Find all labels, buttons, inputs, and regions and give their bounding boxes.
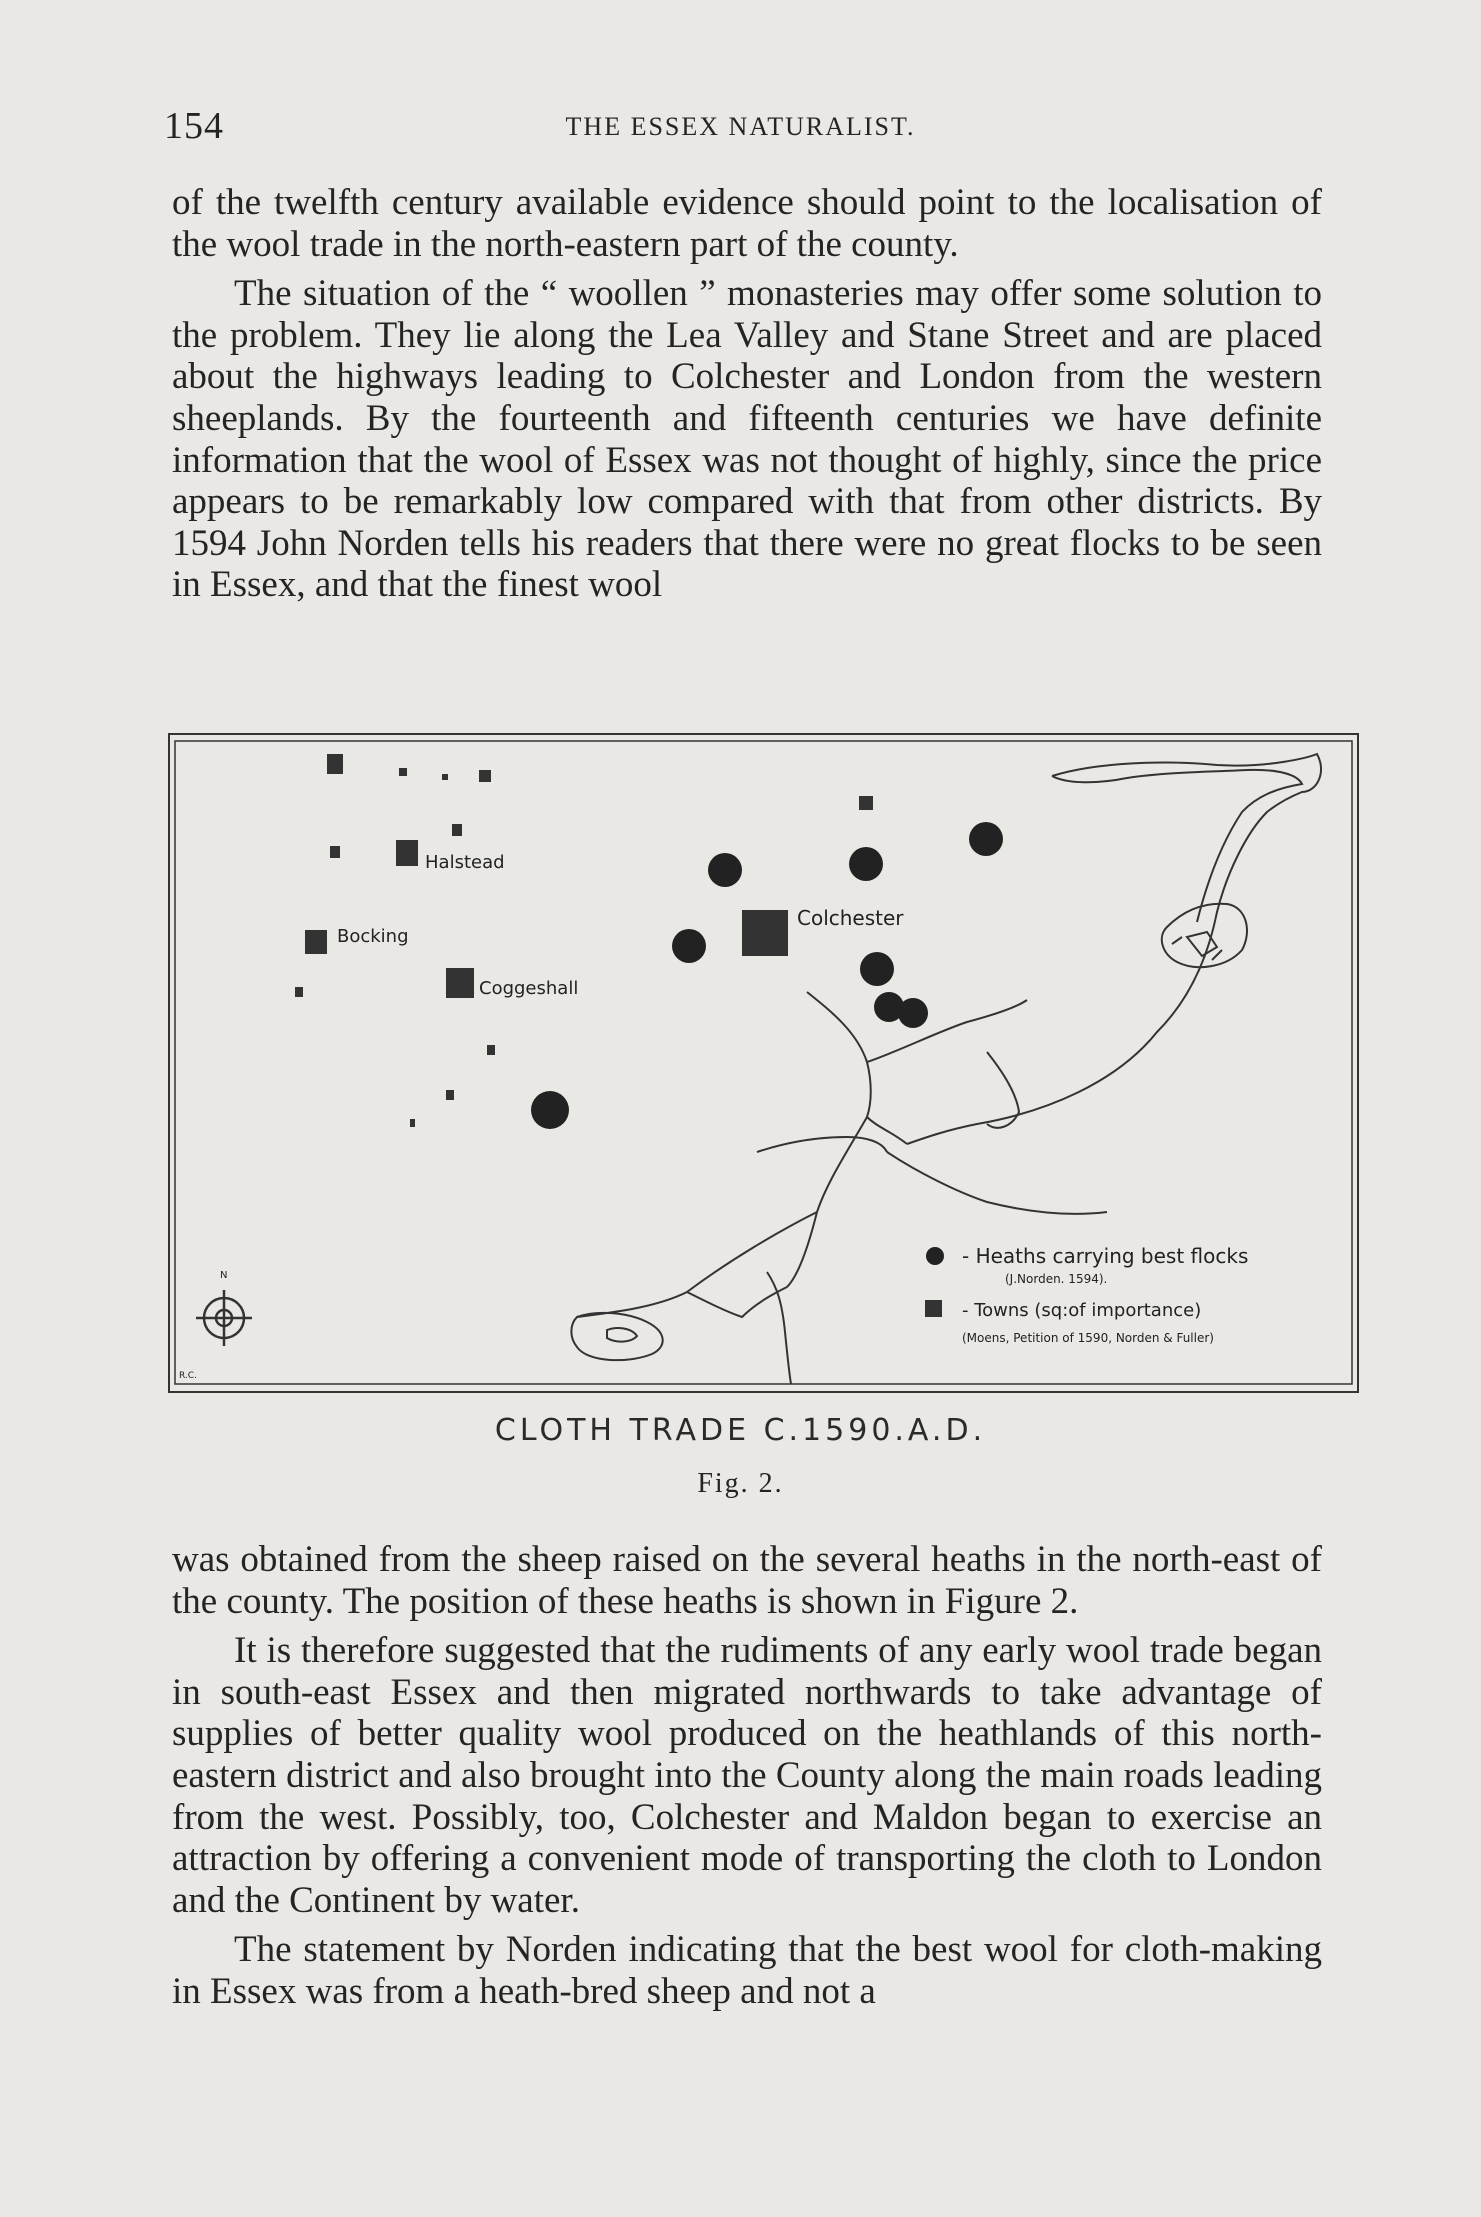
legend-towns-label: - Towns (sq:of importance)	[962, 1300, 1202, 1321]
map-legend	[925, 1244, 1248, 1345]
paragraph: of the twelfth century available evidence should point to the localisation of the wool trade in the north-eastern part of the county.	[172, 182, 1322, 265]
figure-title: CLOTH TRADE C.1590.A.D.	[494, 1413, 987, 1448]
heath-dot	[849, 847, 883, 881]
label-bocking: Bocking	[337, 926, 409, 947]
label-coggeshall: Coggeshall	[479, 978, 579, 999]
artist-initials: R.C.	[179, 1371, 197, 1381]
paragraph: It is therefore suggested that the rudiments of any early wool trade began in south-east Essex and then migrated northwards to take advantage of supplies of better quality wool produced on the heathlands of this north-eastern district and also brought into the County along the main roads leading from the west. Possibly, too, Colchester and Maldon began to exercise an attraction by offering a convenient mode of transporting the cloth to London and the Continent by water.	[172, 1630, 1322, 1921]
cloth-trade-map	[167, 732, 1360, 1394]
town-square	[487, 1045, 495, 1055]
legend-heaths-source: (J.Norden. 1594).	[1005, 1272, 1108, 1286]
compass-north-label: N	[220, 1270, 228, 1281]
coastline	[571, 754, 1321, 1384]
town-square	[399, 768, 407, 776]
town-square-halstead	[396, 840, 418, 866]
town-square	[452, 824, 462, 836]
heath-dot	[969, 822, 1003, 856]
map-outer-frame	[169, 734, 1358, 1392]
heath-markers	[531, 822, 1003, 1129]
town-square	[446, 1090, 454, 1100]
town-square	[479, 770, 491, 782]
town-square-colchester	[742, 910, 788, 956]
legend-heath-dot	[926, 1247, 944, 1265]
legend-town-square	[925, 1300, 942, 1317]
heath-dot	[672, 929, 706, 963]
town-square	[330, 846, 340, 858]
town-square-coggeshall	[446, 968, 474, 998]
town-square	[327, 754, 343, 774]
heath-dot	[860, 952, 894, 986]
heath-dot	[531, 1091, 569, 1129]
figure-label: Fig. 2.	[697, 1468, 784, 1499]
paragraph: was obtained from the sheep raised on the several heaths in the north-east of the county. The position of these heaths is shown in Figure 2.	[172, 1539, 1322, 1622]
body-text-top	[172, 182, 1322, 606]
label-halstead: Halstead	[425, 852, 505, 873]
legend-towns-source: (Moens, Petition of 1590, Norden & Fuller)	[962, 1331, 1214, 1345]
map-inner-frame	[175, 741, 1352, 1384]
heath-dot	[708, 853, 742, 887]
paragraph: The situation of the “ woollen ” monasteries may offer some solution to the problem. They lie along the Lea Valley and Stane Street and are placed about the highways leading to Colchester and London from the western sheeplands. By the fourteenth and fifteenth centuries we have definite information that the wool of Essex was not thought of highly, since the price appears to be remarkably low compared with that from other districts. By 1594 John Norden tells his readers that there were no great flocks to be seen in Essex, and that the finest wool	[172, 273, 1322, 606]
town-square	[295, 987, 303, 997]
town-square-bocking	[305, 930, 327, 954]
compass-icon	[196, 1290, 252, 1346]
legend-heaths-label: - Heaths carrying best flocks	[962, 1244, 1249, 1268]
running-head: THE ESSEX NATURALIST.	[565, 112, 916, 141]
town-square	[410, 1119, 415, 1127]
page-number: 154	[164, 105, 224, 147]
town-square	[442, 774, 448, 780]
paragraph: The statement by Norden indicating that the best wool for cloth-making in Essex was from a heath-bred sheep and not a	[172, 1929, 1322, 2012]
town-square	[859, 796, 873, 810]
map-drawing	[167, 732, 1360, 1394]
body-text-bottom	[172, 1539, 1322, 2013]
label-colchester: Colchester	[797, 906, 904, 930]
heath-dot	[898, 998, 928, 1028]
